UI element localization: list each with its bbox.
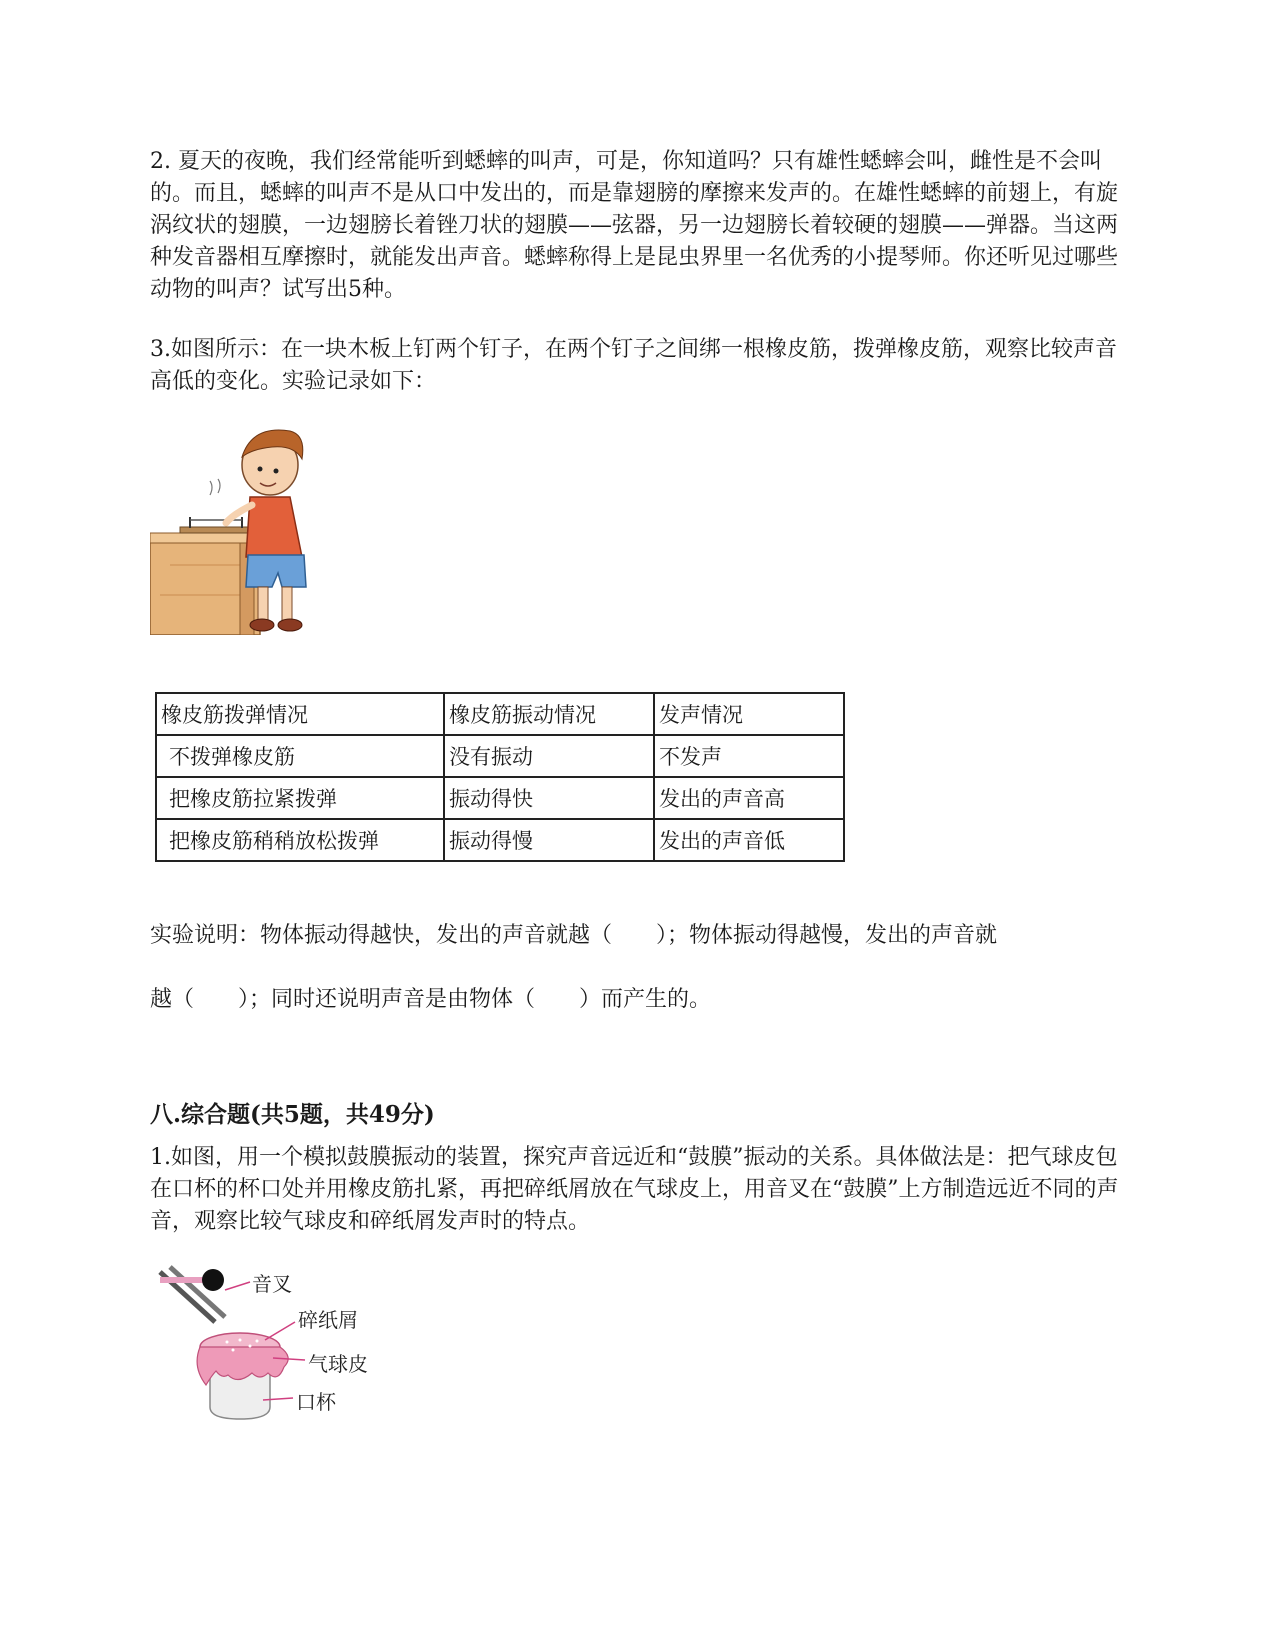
table-cell: 发出的声音低: [654, 819, 844, 861]
experiment-explanation-line-2: 越（ ）；同时还说明声音是由物体（ ）而产生的。: [150, 987, 712, 1012]
table-cell: 发出的声音高: [654, 777, 844, 819]
table-cell: 振动得快: [444, 777, 654, 819]
table-cell: 没有振动: [444, 735, 654, 777]
table-header-row: [156, 693, 844, 735]
experiment-record-table: [155, 692, 845, 862]
table-header-cell: 橡皮筋振动情况: [444, 693, 654, 735]
table-row: [156, 777, 844, 819]
paper-scraps-label: 碎纸屑: [298, 1308, 358, 1332]
section-8-title: 八.综合题(共5题，共49分): [150, 1101, 435, 1128]
table-cell: 把橡皮筋拉紧拨弹: [156, 777, 444, 819]
experiment-explanation-line-1: 实验说明：物体振动得越快，发出的声音就越（ ）；物体振动得越慢，发出的声音就: [150, 923, 998, 948]
question-3-text: 3.如图所示：在一块木板上钉两个钉子，在两个钉子之间绑一根橡皮筋，拨弹橡皮筋，观察比较声音高低的变化。实验记录如下：: [150, 337, 1117, 394]
table-cell: 不拨弹橡皮筋: [156, 735, 444, 777]
boy-plucking-rubber-band-illustration: [150, 425, 310, 635]
table-row: [156, 819, 844, 861]
question-2-text: 2. 夏天的夜晚，我们经常能听到蟋蟀的叫声，可是，你知道吗？只有雄性蟋蟀会叫，雌性是不会叫的。而且，蟋蟀的叫声不是从口中发出的，而是靠翅膀的摩擦来发声的。在雄性蟋蟀的前翅上，有旋涡纹状的翅膜，一边翅膀长着锉刀状的翅膜——弦器，另一边翅膀长着较硬的翅膜——弹器。当这两种发音器相互摩擦时，就能发出声音。蟋蟀称得上是昆虫界里一名优秀的小提琴师。你还听见过哪些动物的叫声？试写出5种。: [150, 149, 1119, 302]
table-header-cell: 发声情况: [654, 693, 844, 735]
table-cell: 不发声: [654, 735, 844, 777]
tuning-fork-label: 音叉: [252, 1272, 292, 1296]
section-8-question-1-text: 1.如图，用一个模拟鼓膜振动的装置，探究声音远近和“鼓膜”振动的关系。具体做法是：把气球皮包在口杯的杯口处并用橡皮筋扎紧，再把碎纸屑放在气球皮上，用音叉在“鼓膜”上方制造远近不同的声音，观察比较气球皮和碎纸屑发声时的特点。: [150, 1145, 1119, 1234]
table-row: [156, 735, 844, 777]
table-cell: 振动得慢: [444, 819, 654, 861]
cup-label: 口杯: [296, 1390, 336, 1414]
table-cell: 把橡皮筋稍稍放松拨弹: [156, 819, 444, 861]
table-header-cell: 橡皮筋拨弹情况: [156, 693, 444, 735]
balloon-skin-label: 气球皮: [308, 1352, 368, 1376]
